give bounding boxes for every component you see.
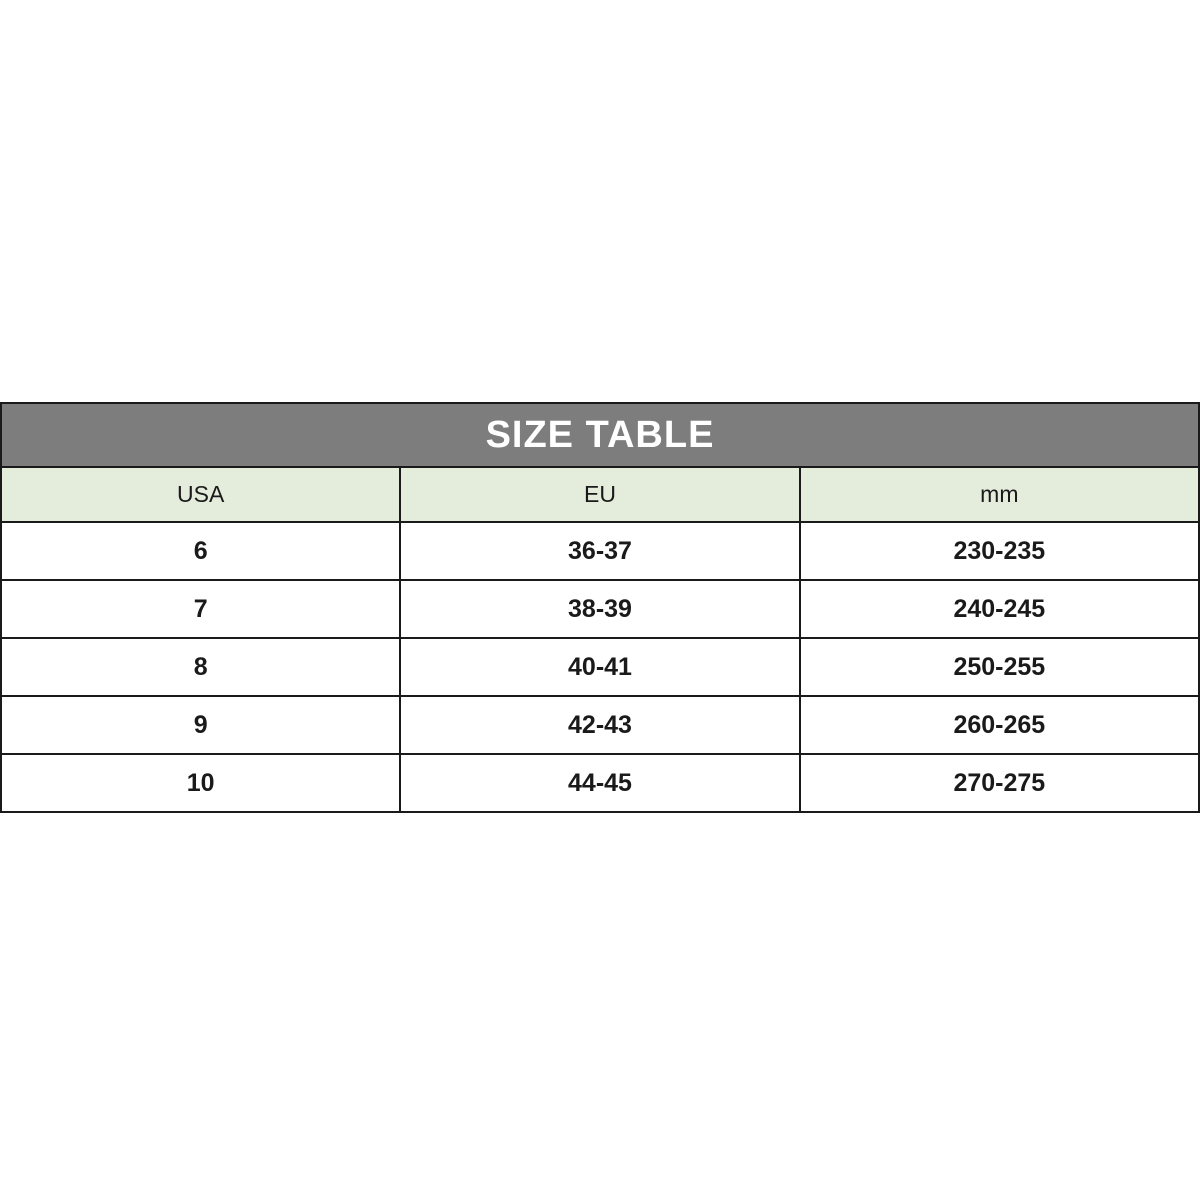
cell-usa: 6 <box>1 522 400 580</box>
cell-eu: 40-41 <box>400 638 799 696</box>
cell-mm: 240-245 <box>800 580 1199 638</box>
cell-mm: 270-275 <box>800 754 1199 812</box>
column-header-eu: EU <box>400 467 799 522</box>
cell-usa: 9 <box>1 696 400 754</box>
table-row <box>1 580 1199 638</box>
cell-usa: 7 <box>1 580 400 638</box>
cell-mm: 230-235 <box>800 522 1199 580</box>
column-header-usa: USA <box>1 467 400 522</box>
table-row <box>1 638 1199 696</box>
cell-usa: 10 <box>1 754 400 812</box>
cell-mm: 250-255 <box>800 638 1199 696</box>
cell-eu: 44-45 <box>400 754 799 812</box>
table-row <box>1 522 1199 580</box>
cell-eu: 38-39 <box>400 580 799 638</box>
table-row <box>1 754 1199 812</box>
cell-eu: 36-37 <box>400 522 799 580</box>
cell-eu: 42-43 <box>400 696 799 754</box>
size-table-container <box>0 402 1200 813</box>
table-title-row <box>1 403 1199 467</box>
cell-usa: 8 <box>1 638 400 696</box>
size-table <box>0 402 1200 813</box>
table-row <box>1 696 1199 754</box>
size-table-title: SIZE TABLE <box>1 403 1199 467</box>
cell-mm: 260-265 <box>800 696 1199 754</box>
column-header-mm: mm <box>800 467 1199 522</box>
table-header-row <box>1 467 1199 522</box>
